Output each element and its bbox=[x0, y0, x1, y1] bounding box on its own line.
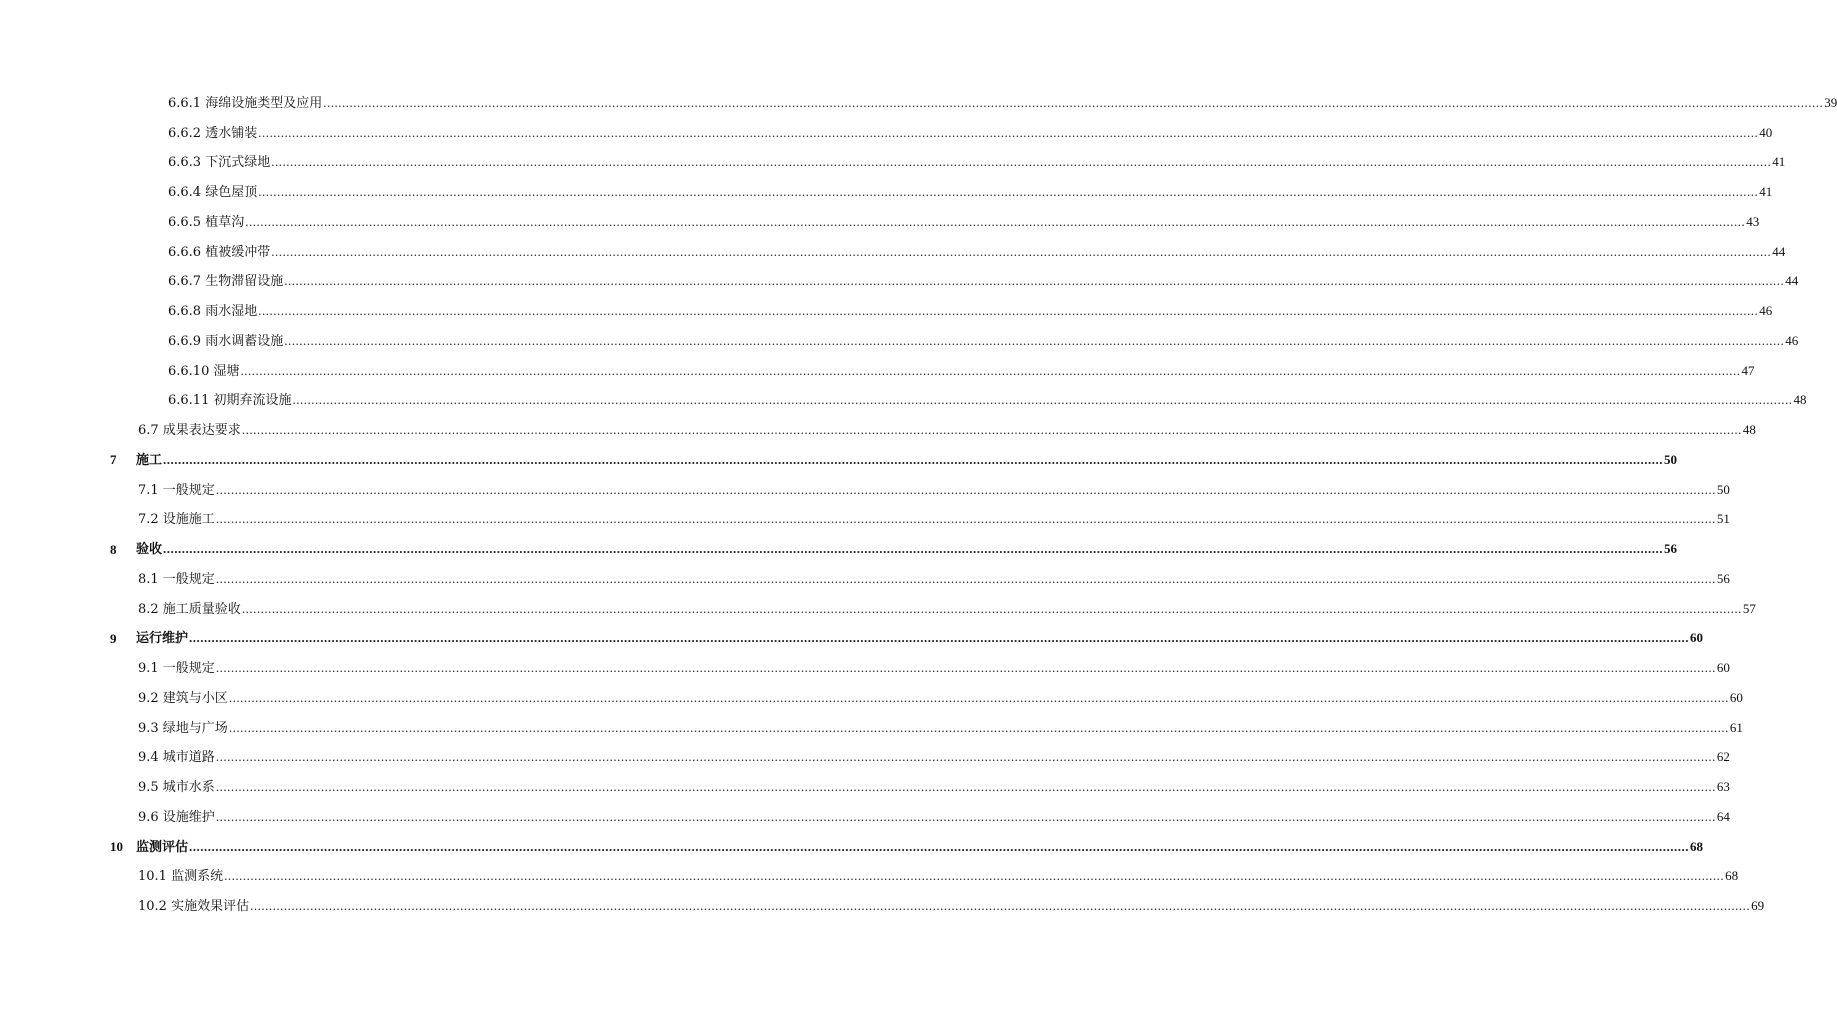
toc-page-number: 50 bbox=[1664, 451, 1678, 467]
toc-entry-title: 9.2 建筑与小区 bbox=[138, 690, 228, 706]
toc-entry-title: 6.6.7 生物滞留设施 bbox=[168, 274, 284, 290]
toc-entry[interactable] bbox=[0, 594, 1756, 624]
toc-entry[interactable] bbox=[0, 415, 1756, 445]
dot-leader: ................................................................................................................................................................................................................................................................................................................................................................................................................ bbox=[258, 184, 1759, 200]
dot-leader: ................................................................................................................................................................................................................................................................................................................................................................................................................ bbox=[245, 213, 1746, 229]
toc-page-number: 56 bbox=[1664, 541, 1678, 557]
toc-entry-line bbox=[168, 124, 1773, 141]
chapter-number: 10 bbox=[110, 839, 123, 855]
toc-entry-title: 6.7 成果表达要求 bbox=[138, 423, 241, 439]
dot-leader: ................................................................................................................................................................................................................................................................................................................................................................................................................ bbox=[284, 273, 1785, 289]
toc-entry[interactable] bbox=[0, 88, 1837, 118]
dot-leader: ................................................................................................................................................................................................................................................................................................................................................................................................................ bbox=[241, 422, 1742, 438]
toc-entry-line bbox=[136, 451, 1678, 468]
toc-entry-title: 9.5 城市水系 bbox=[138, 780, 215, 796]
toc-entry[interactable] bbox=[0, 832, 1704, 862]
toc-entry-line bbox=[136, 630, 1704, 647]
toc-entry-line bbox=[168, 154, 1786, 171]
toc-entry[interactable] bbox=[0, 891, 1765, 921]
toc-entry-line bbox=[138, 570, 1730, 587]
dot-leader: ................................................................................................................................................................................................................................................................................................................................................................................................................ bbox=[163, 451, 1664, 467]
toc-entry[interactable] bbox=[0, 862, 1739, 892]
toc-entry-line bbox=[138, 600, 1756, 617]
toc-entry-line bbox=[168, 392, 1807, 409]
toc-entry-line bbox=[138, 660, 1730, 677]
toc-entry-title: 9.1 一般规定 bbox=[138, 661, 215, 677]
toc-page-number: 39 bbox=[1824, 94, 1837, 110]
toc-page-number: 51 bbox=[1716, 511, 1730, 527]
toc-page-number: 47 bbox=[1741, 362, 1755, 378]
toc-entry-line bbox=[138, 719, 1743, 736]
dot-leader: ................................................................................................................................................................................................................................................................................................................................................................................................................ bbox=[215, 808, 1716, 824]
toc-entry[interactable] bbox=[0, 505, 1730, 535]
toc-page-number: 56 bbox=[1716, 570, 1730, 586]
toc-entry-title: 9.4 城市道路 bbox=[138, 750, 215, 766]
toc-entry-title: 10.2 实施效果评估 bbox=[138, 899, 250, 915]
toc-entry-line bbox=[136, 838, 1704, 855]
toc-entry-title: 验收 bbox=[136, 542, 163, 558]
toc-entry[interactable] bbox=[0, 148, 1786, 178]
toc-page-number: 44 bbox=[1785, 273, 1799, 289]
toc-entry-line bbox=[138, 511, 1730, 528]
toc-entry-line bbox=[168, 243, 1786, 260]
toc-entry[interactable] bbox=[0, 772, 1730, 802]
toc-entry[interactable] bbox=[0, 118, 1773, 148]
toc-entry-title: 6.6.3 下沉式绿地 bbox=[168, 155, 271, 171]
dot-leader: ................................................................................................................................................................................................................................................................................................................................................................................................................ bbox=[271, 243, 1772, 259]
toc-entry-title: 8.1 一般规定 bbox=[138, 571, 215, 587]
toc-page-number: 48 bbox=[1793, 392, 1807, 408]
toc-entry[interactable] bbox=[0, 237, 1786, 267]
toc-entry-title: 6.6.2 透水铺装 bbox=[168, 125, 258, 141]
dot-leader: ................................................................................................................................................................................................................................................................................................................................................................................................................ bbox=[240, 362, 1741, 378]
dot-leader: ................................................................................................................................................................................................................................................................................................................................................................................................................ bbox=[189, 838, 1690, 854]
dot-leader: ................................................................................................................................................................................................................................................................................................................................................................................................................ bbox=[250, 898, 1751, 914]
toc-entry-line bbox=[138, 749, 1730, 766]
toc-entry[interactable] bbox=[0, 386, 1807, 416]
dot-leader: ................................................................................................................................................................................................................................................................................................................................................................................................................ bbox=[228, 689, 1729, 705]
chapter-number: 8 bbox=[110, 541, 117, 557]
chapter-number: 7 bbox=[110, 452, 117, 468]
toc-entry-title: 6.6.11 初期弃流设施 bbox=[168, 393, 292, 409]
toc-entry[interactable] bbox=[0, 356, 1755, 386]
dot-leader: ................................................................................................................................................................................................................................................................................................................................................................................................................ bbox=[215, 481, 1716, 497]
toc-page-number: 41 bbox=[1759, 184, 1773, 200]
toc-entry-title: 10.1 监测系统 bbox=[138, 869, 224, 885]
toc-entry-title: 7.2 设施施工 bbox=[138, 512, 215, 528]
toc-page-number: 43 bbox=[1746, 213, 1760, 229]
toc-page-number: 68 bbox=[1725, 868, 1739, 884]
toc-entry-title: 6.6.10 湿塘 bbox=[168, 363, 240, 379]
toc-entry[interactable] bbox=[0, 802, 1730, 832]
toc-entry-line bbox=[138, 779, 1730, 796]
toc-entry-line bbox=[168, 213, 1760, 230]
toc-entry[interactable] bbox=[0, 296, 1773, 326]
toc-page-number: 69 bbox=[1751, 898, 1765, 914]
dot-leader: ................................................................................................................................................................................................................................................................................................................................................................................................................ bbox=[258, 124, 1759, 140]
toc-page-number: 46 bbox=[1759, 303, 1773, 319]
toc-entry-line bbox=[138, 808, 1730, 825]
dot-leader: ................................................................................................................................................................................................................................................................................................................................................................................................................ bbox=[258, 303, 1759, 319]
toc-page-number: 63 bbox=[1716, 779, 1730, 795]
toc-page-number: 60 bbox=[1716, 660, 1730, 676]
toc-page-number: 57 bbox=[1742, 600, 1756, 616]
dot-leader: ................................................................................................................................................................................................................................................................................................................................................................................................................ bbox=[215, 570, 1716, 586]
toc-entry-title: 6.6.5 植草沟 bbox=[168, 214, 245, 230]
toc-entry[interactable] bbox=[0, 743, 1730, 773]
dot-leader: ................................................................................................................................................................................................................................................................................................................................................................................................................ bbox=[224, 868, 1725, 884]
toc-entry-line bbox=[136, 541, 1678, 558]
toc-entry-title: 6.6.1 海绵设施类型及应用 bbox=[168, 95, 323, 111]
toc-entry-line bbox=[138, 422, 1756, 439]
toc-entry[interactable] bbox=[0, 713, 1743, 743]
toc-entry-title: 施工 bbox=[136, 452, 163, 468]
toc-entry-title: 6.6.8 雨水湿地 bbox=[168, 304, 258, 320]
dot-leader: ................................................................................................................................................................................................................................................................................................................................................................................................................ bbox=[215, 660, 1716, 676]
toc-entry-line bbox=[138, 481, 1730, 498]
toc-entry-line bbox=[138, 868, 1739, 885]
toc-entry-line bbox=[168, 184, 1773, 201]
toc-page-number: 48 bbox=[1742, 422, 1756, 438]
toc-page-number: 46 bbox=[1785, 332, 1799, 348]
toc-entry[interactable] bbox=[0, 683, 1743, 713]
dot-leader: ................................................................................................................................................................................................................................................................................................................................................................................................................ bbox=[215, 511, 1716, 527]
toc-entry-title: 6.6.9 雨水调蓄设施 bbox=[168, 333, 284, 349]
toc-page-number: 60 bbox=[1690, 630, 1704, 646]
table-of-contents bbox=[0, 88, 1837, 921]
toc-entry[interactable] bbox=[0, 534, 1678, 564]
toc-entry-line bbox=[168, 273, 1799, 290]
chapter-number: 9 bbox=[110, 630, 117, 646]
toc-entry-title: 6.6.4 绿色屋顶 bbox=[168, 185, 258, 201]
toc-entry[interactable] bbox=[0, 475, 1730, 505]
toc-entry[interactable] bbox=[0, 326, 1799, 356]
toc-entry-title: 运行维护 bbox=[136, 631, 189, 647]
toc-entry-title: 6.6.6 植被缓冲带 bbox=[168, 244, 271, 260]
dot-leader: ................................................................................................................................................................................................................................................................................................................................................................................................................ bbox=[163, 541, 1664, 557]
toc-entry[interactable] bbox=[0, 267, 1799, 297]
toc-entry-title: 7.1 一般规定 bbox=[138, 482, 215, 498]
toc-page-number: 60 bbox=[1729, 689, 1743, 705]
dot-leader: ................................................................................................................................................................................................................................................................................................................................................................................................................ bbox=[292, 392, 1793, 408]
toc-entry-title: 9.6 设施维护 bbox=[138, 809, 215, 825]
dot-leader: ................................................................................................................................................................................................................................................................................................................................................................................................................ bbox=[284, 332, 1785, 348]
toc-page-number: 50 bbox=[1716, 481, 1730, 497]
dot-leader: ................................................................................................................................................................................................................................................................................................................................................................................................................ bbox=[215, 749, 1716, 765]
toc-entry-line bbox=[138, 689, 1743, 706]
dot-leader: ................................................................................................................................................................................................................................................................................................................................................................................................................ bbox=[215, 779, 1716, 795]
toc-entry[interactable] bbox=[0, 177, 1773, 207]
dot-leader: ................................................................................................................................................................................................................................................................................................................................................................................................................ bbox=[228, 719, 1729, 735]
toc-entry[interactable] bbox=[0, 653, 1730, 683]
dot-leader: ................................................................................................................................................................................................................................................................................................................................................................................................................ bbox=[323, 94, 1824, 110]
toc-entry-title: 监测评估 bbox=[136, 839, 189, 855]
toc-entry-line bbox=[138, 898, 1765, 915]
toc-entry[interactable] bbox=[0, 564, 1730, 594]
toc-entry-line bbox=[168, 362, 1755, 379]
toc-page-number: 40 bbox=[1759, 124, 1773, 140]
toc-page-number: 44 bbox=[1772, 243, 1786, 259]
dot-leader: ................................................................................................................................................................................................................................................................................................................................................................................................................ bbox=[271, 154, 1772, 170]
toc-entry-title: 9.3 绿地与广场 bbox=[138, 720, 228, 736]
toc-entry-line bbox=[168, 303, 1773, 320]
toc-entry[interactable] bbox=[0, 445, 1678, 475]
toc-entry-line bbox=[168, 94, 1837, 111]
toc-page-number: 64 bbox=[1716, 808, 1730, 824]
toc-entry[interactable] bbox=[0, 624, 1704, 654]
toc-page-number: 41 bbox=[1772, 154, 1786, 170]
toc-page-number: 68 bbox=[1690, 838, 1704, 854]
toc-page-number: 61 bbox=[1729, 719, 1743, 735]
toc-entry-title: 8.2 施工质量验收 bbox=[138, 601, 241, 617]
toc-entry-line bbox=[168, 332, 1799, 349]
toc-entry[interactable] bbox=[0, 207, 1760, 237]
toc-page-number: 62 bbox=[1716, 749, 1730, 765]
dot-leader: ................................................................................................................................................................................................................................................................................................................................................................................................................ bbox=[189, 630, 1690, 646]
dot-leader: ................................................................................................................................................................................................................................................................................................................................................................................................................ bbox=[241, 600, 1742, 616]
